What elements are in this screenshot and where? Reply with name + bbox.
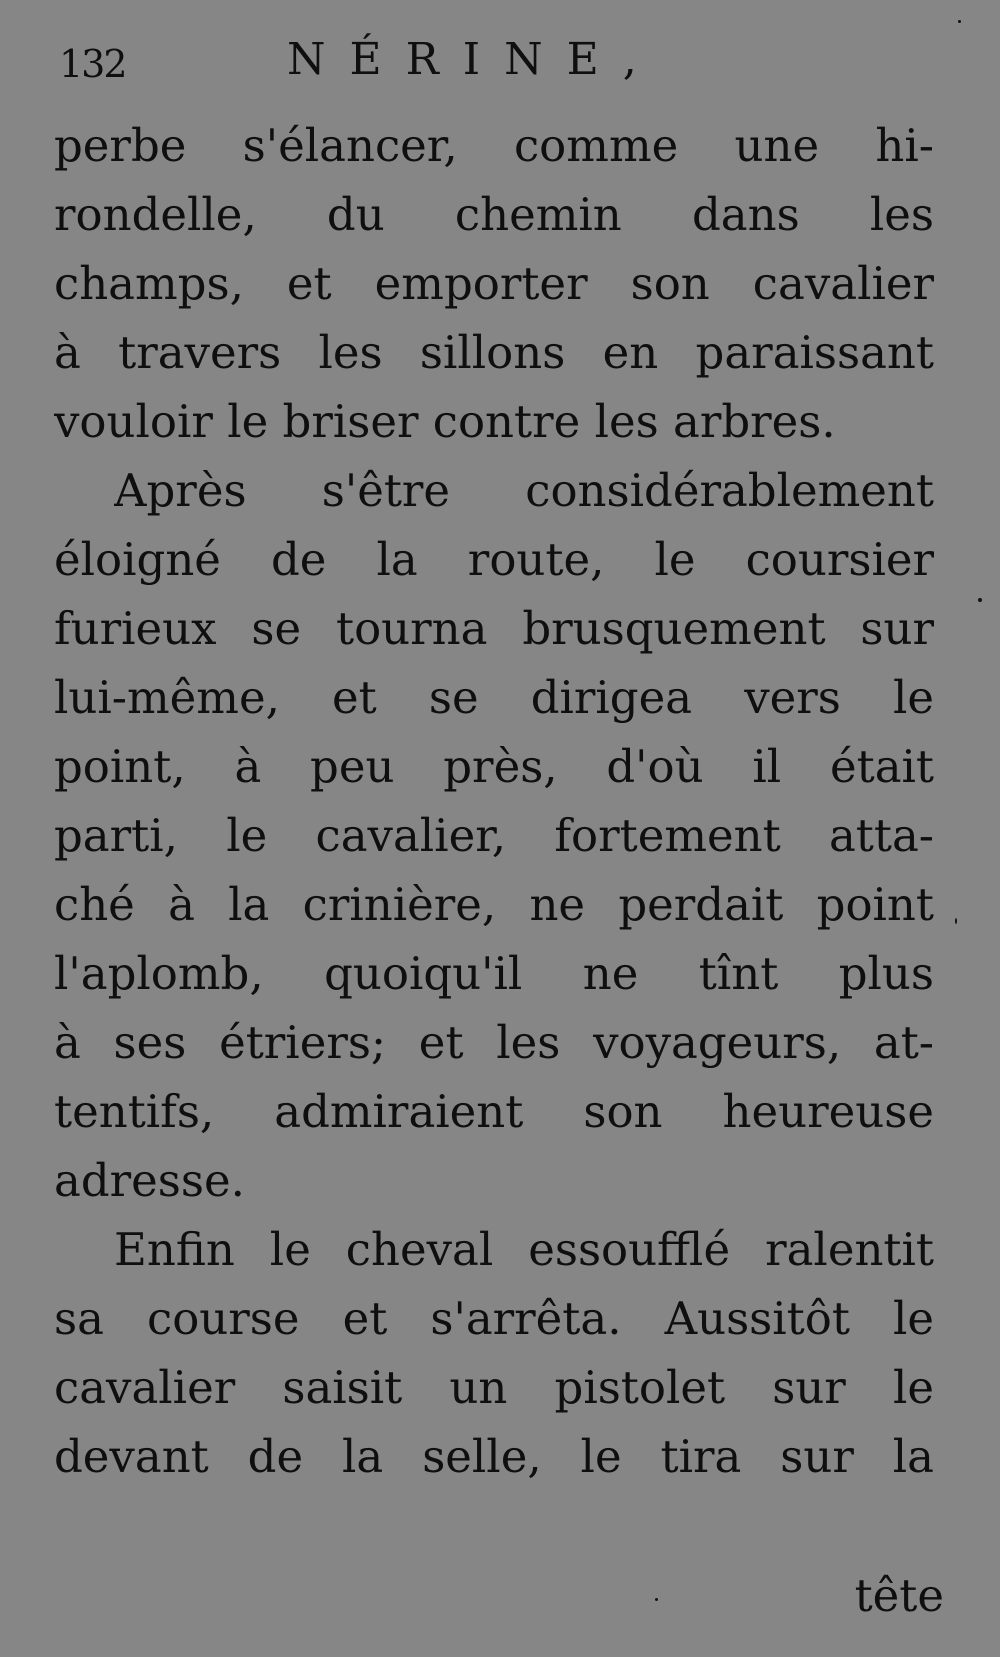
text-line: perbe s'élancer, comme une hi- [54, 119, 934, 172]
page-header [55, 28, 955, 98]
paragraph-start-line: Après s'être considérablement [114, 464, 934, 517]
text-line: point, à peu près, d'où il était [54, 740, 934, 793]
text-line: à ses étriers; et les voyageurs, at- [54, 1016, 934, 1069]
paper-speck [978, 598, 982, 602]
paper-speck [958, 20, 961, 23]
text-line: cavalier saisit un pistolet sur le [54, 1361, 934, 1414]
paper-speck [655, 1598, 658, 1601]
text-line: devant de la selle, le tira sur la [54, 1430, 934, 1483]
text-line: adresse. [54, 1154, 245, 1207]
text-line: parti, le cavalier, fortement atta- [54, 809, 934, 862]
text-line: vouloir le briser contre les arbres. [54, 395, 836, 448]
text-line: sa course et s'arrêta. Aussitôt le [54, 1292, 934, 1345]
catchword: tête [854, 1569, 944, 1622]
text-line: champs, et emporter son cavalier [54, 257, 934, 310]
text-line: rondelle, du chemin dans les [54, 188, 934, 241]
text-line: l'aplomb, quoiqu'il ne tînt plus [54, 947, 934, 1000]
paper-speck [955, 918, 957, 924]
text-line: éloigné de la route, le coursier [54, 533, 934, 586]
text-line: tentifs, admiraient son heureuse [54, 1085, 934, 1138]
text-line: lui-même, et se dirigea vers le [54, 671, 934, 724]
running-title: NÉRINE, [287, 34, 661, 85]
text-line: furieux se tourna brusquement sur [54, 602, 934, 655]
text-line: ché à la crinière, ne perdait point [54, 878, 934, 931]
page-number: 132 [59, 42, 126, 86]
text-line: à travers les sillons en paraissant [54, 326, 934, 379]
paragraph-start-line: Enfin le cheval essoufflé ralentit [114, 1223, 934, 1276]
